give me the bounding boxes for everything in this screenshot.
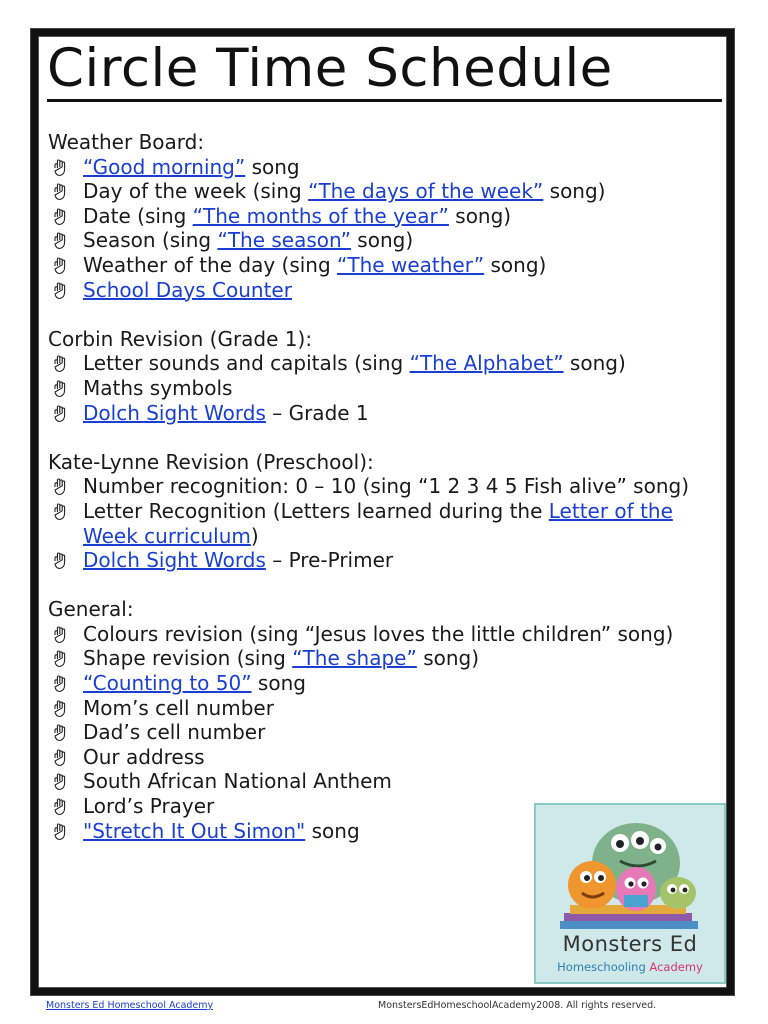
list-item: [48, 179, 708, 204]
list-item: [48, 720, 708, 745]
section-heading: Kate-Lynne Revision (Preschool):: [48, 449, 374, 474]
item-text: song): [350, 228, 414, 253]
monsters-illustration: [550, 813, 712, 931]
item-text: Our address: [83, 744, 205, 769]
item-text: Letter Recognition (Letters learned during the: [83, 498, 549, 523]
item-text: – Grade 1: [265, 400, 369, 425]
item-text: Letter sounds and capitals (sing: [83, 351, 410, 376]
list-item: [48, 351, 708, 376]
pointing-hand-icon: [52, 379, 70, 397]
logo-subtitle: [536, 960, 724, 974]
item-text: Day of the week (sing: [83, 179, 309, 204]
pointing-hand-icon: [52, 281, 70, 299]
schedule-list: [48, 351, 708, 425]
item-text: Colours revision (sing “Jesus loves the little children” song): [83, 621, 674, 646]
pointing-hand-icon: [52, 404, 70, 422]
list-item: [48, 228, 708, 253]
pointing-hand-icon: [52, 182, 70, 200]
schedule-section: [48, 130, 708, 302]
item-text: Lord’s Prayer: [83, 794, 215, 819]
list-item: [48, 155, 708, 180]
item-link[interactable]: Letter of the Week curriculum: [83, 498, 673, 548]
item-text: song: [251, 671, 306, 696]
item-text: song: [305, 818, 360, 843]
list-item: [48, 769, 708, 794]
item-text: song): [543, 179, 606, 204]
pointing-hand-icon: [52, 354, 70, 372]
item-text: song): [448, 203, 512, 228]
logo-subtitle-homeschooling: Homeschooling: [557, 960, 646, 974]
pointing-hand-icon: [52, 723, 70, 741]
schedule-content: [48, 130, 708, 843]
item-link[interactable]: “The months of the year”: [192, 203, 449, 228]
list-item: [48, 548, 708, 573]
pointing-hand-icon: [52, 207, 70, 225]
list-item: [48, 696, 708, 721]
list-item: [48, 278, 708, 303]
item-text: song): [563, 351, 626, 376]
pointing-hand-icon: [52, 158, 70, 176]
list-item: [48, 204, 708, 229]
item-link[interactable]: “The days of the week”: [308, 179, 544, 204]
item-text: ): [250, 523, 259, 548]
schedule-list: [48, 155, 708, 303]
item-link[interactable]: “Counting to 50”: [83, 671, 252, 696]
item-text: Mom’s cell number: [83, 695, 274, 720]
pointing-hand-icon: [52, 551, 70, 569]
list-item: [48, 253, 708, 278]
item-text: Number recognition: 0 – 10 (sing “1 2 3 4 5 Fish alive” song): [83, 474, 689, 499]
schedule-section: [48, 327, 708, 425]
footer-copyright: MonstersEdHomeschoolAcademy2008. All rights reserved.: [378, 1000, 657, 1011]
list-item: [48, 474, 708, 499]
page-title: Circle Time Schedule: [47, 38, 613, 99]
pointing-hand-icon: [52, 231, 70, 249]
section-heading: Corbin Revision (Grade 1):: [48, 326, 313, 351]
item-link[interactable]: School Days Counter: [83, 277, 292, 302]
pointing-hand-icon: [52, 477, 70, 495]
schedule-section: [48, 450, 708, 573]
list-item: [48, 499, 708, 548]
logo-subtitle-academy: Academy: [649, 960, 703, 974]
footer-academy-link[interactable]: Monsters Ed Homeschool Academy: [46, 1000, 214, 1011]
list-item: [48, 646, 708, 671]
monsters-ed-logo: [534, 803, 726, 984]
item-text: song): [484, 252, 547, 277]
item-text: Shape revision (sing: [83, 646, 293, 671]
item-link[interactable]: Dolch Sight Words: [83, 400, 266, 425]
item-link[interactable]: “The shape”: [292, 646, 417, 671]
item-text: song): [416, 646, 480, 671]
pointing-hand-icon: [52, 502, 70, 520]
list-item: [48, 401, 708, 426]
logo-title: Monsters Ed: [562, 932, 698, 956]
list-item: [48, 622, 708, 647]
pointing-hand-icon: [52, 772, 70, 790]
list-item: [48, 671, 708, 696]
pointing-hand-icon: [52, 822, 70, 840]
item-link[interactable]: “The weather”: [337, 252, 485, 277]
pointing-hand-icon: [52, 674, 70, 692]
pointing-hand-icon: [52, 256, 70, 274]
list-item: [48, 745, 708, 770]
section-heading: Weather Board:: [48, 130, 205, 154]
pointing-hand-icon: [52, 625, 70, 643]
item-text: Season (sing: [83, 228, 218, 253]
item-link[interactable]: Dolch Sight Words: [83, 548, 266, 573]
item-text: South African National Anthem: [83, 769, 392, 794]
title-underline: [47, 99, 722, 102]
item-text: Dad’s cell number: [83, 720, 266, 745]
item-link[interactable]: “The Alphabet”: [409, 351, 564, 376]
pointing-hand-icon: [52, 797, 70, 815]
item-link[interactable]: "Stretch It Out Simon": [83, 818, 306, 843]
item-link[interactable]: “Good morning”: [83, 154, 246, 179]
pointing-hand-icon: [52, 649, 70, 667]
item-text: Weather of the day (sing: [83, 252, 338, 277]
item-text: song: [245, 154, 300, 179]
section-heading: General:: [48, 597, 134, 622]
item-text: – Pre-Primer: [265, 548, 394, 573]
pointing-hand-icon: [52, 699, 70, 717]
item-link[interactable]: “The season”: [217, 228, 351, 253]
list-item: [48, 376, 708, 401]
item-text: Maths symbols: [83, 375, 233, 400]
schedule-list: [48, 474, 708, 572]
item-text: Date (sing: [83, 203, 193, 228]
pointing-hand-icon: [52, 748, 70, 766]
